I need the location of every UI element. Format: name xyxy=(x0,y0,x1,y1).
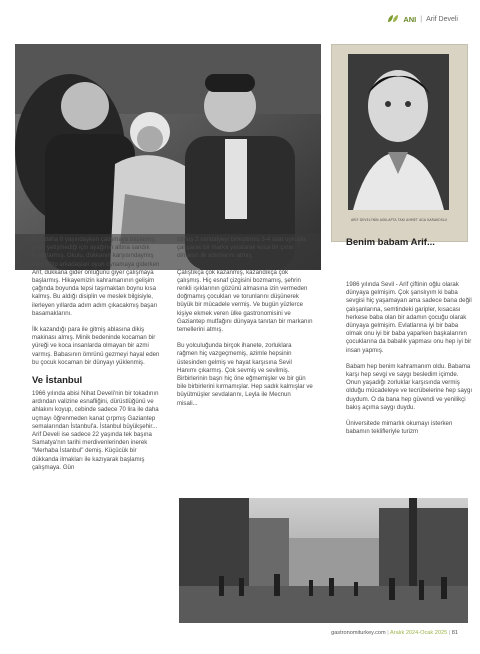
paragraph: İlk kazandığı para ile gitmiş ablasına dikiş makinası almış. Minik bedeninde kocaman bir yüreği ve koca insanlarda olmayan bir azmi varmış. Babasının ömrünü gezmeyi hayal eden bu çocuk kocaman bir dünyayı yüklenmiş. xyxy=(32,326,160,366)
section-heading: Benim babam Arif... xyxy=(346,237,435,248)
section-heading: Ve İstanbul xyxy=(32,375,83,387)
paragraph: Babam hep benim kahramanım oldu. Babama karşı hep sevgi ve saygı besledim içimde. Onun yaşadığı zorluklar karşısında vermiş olduğu mücadeleye ve tecrübelerine hep saygı duydum. O da bana hep güvendi ve yenilikçi bakış açıma saygı duydu. xyxy=(346,362,473,411)
page-header xyxy=(387,14,458,24)
paragraph: 1986 yılında Sevil - Arif çiftinin oğlu olarak dünyaya gelmişim. Çok şanslıyım ki baba sevgisi hiç yaşamayan ama sadece bana değil çalışanlarına, semtindeki garipler, kısacası herkese baba olan bir adamın çocuğu olarak dünyaya gelmişim. Evlatlarına iyi bir baba olmak onu iyi bir baba yaparken başkalarının çocuklarına da babalık yapması onu hep iyi bir insan yapmış. xyxy=(346,281,472,354)
portrait-caption: ARİF DEVELİ'NİN ASKLAPTA TAKI AHMET AGA KARAKOSLU xyxy=(350,218,448,222)
istanbul-street-photo xyxy=(179,498,468,623)
header-separator: | xyxy=(420,15,423,23)
footer-separator: | xyxy=(387,630,389,636)
article-column-3 xyxy=(346,237,474,444)
leaf-logo-icon xyxy=(387,14,399,24)
paragraph: Arif, daha 6 yaşındayken çalışmaya başlamış, boyu yetişmediği için ayağının altına sandık koyarlarmış. Okulu, dükkanın karşısındaymış okul bittip arkadaşları oyun oynamaya giderken Arif, dükkana gider önlüğünü giyer çalışmaya başlarmış. Hikayemizin kahramanının gelişim çağında boyunda tepsi taşımaktan boynu kısa kalmış. Bu aldığı disiplin ve meslek bilgisiyle, ilerleyen yıllarda adım adım çıkacakmış başarı basamaklarını. xyxy=(32,236,160,317)
paragraph: Üniversitede mimarlık okumayı isterken babamın teklifleriyle turizm xyxy=(346,420,453,436)
paragraph: Çalıştıkça çok kazanmış, kazandıkça çok çalışmış. Hiç esnaf çizgisini bozmamış, şehrin renkli ışıklarının gözünü almasına izin vermeden doğmamış çocukları ve torunlarını düşünerek büyük bir mücadele vermiş. Ve bugün yüzlerce kişiye ekmek veren ülke gastronomisini ve Gaziantep mutfağını dünyaya tanıtan bir markanın temellerini atmış. xyxy=(177,268,313,334)
issue-date: Aralık 2024-Ocak 2025 xyxy=(389,630,448,636)
section-label: ANI xyxy=(403,14,417,24)
page-number: 81 xyxy=(451,630,458,636)
footer-separator: | xyxy=(448,630,451,636)
paragraph: olmuş 2 sandalyeyi birleştirmiş 3-4 saat uykuyla çalışarak bir marka yaratarak koca bir çınar olmanın ilk adımlarını atmış. xyxy=(177,236,306,260)
website-link[interactable]: gastronomiturkey.com xyxy=(331,630,386,636)
childhood-portrait xyxy=(348,54,449,210)
article-column-2 xyxy=(177,236,313,416)
author-name: Arif Develi xyxy=(426,15,458,23)
article-column-1 xyxy=(32,236,160,480)
paragraph: Bu yolculuğunda birçok ihanete, zorluklara rağmen hiç vazgeçmemiş, azimle hepsinin üstesinden gelmiş ve hayat karşısına Sevil Hanımı çıkarmış. Çok sevmiş ve sevilmiş. Birbirlerinin başrı hiç öne eğmemişler ve bir gün bile birbirlerini kırmamışlar. Hep sadık kalmışlar ve büyütmüşler sevdalarını, Leyla ile Mecnun misali... xyxy=(177,342,313,407)
paragraph: 1966 yılında abisi Nihat Develi'nin bir tokadının ardından valizine esnafliğini, dürüstlüğünü ve ahlakını koyup, cebinde sadece 70 lira ile daha uçmayı öğrenmeden kanat çırpmış Gaziantep semalarından İstanbul'a. İstanbul büyükşehir... Arif Develi ise sadece 22 yaşında tek başına Samatya'nın tarihi merdivenlerinden inerek "Merhaba İstanbul" demiş. Küçücük bir dükkanda ilmakları ile kazıyarak başlamış çalışmaya. Gün xyxy=(32,390,159,471)
page-footer xyxy=(331,630,458,636)
